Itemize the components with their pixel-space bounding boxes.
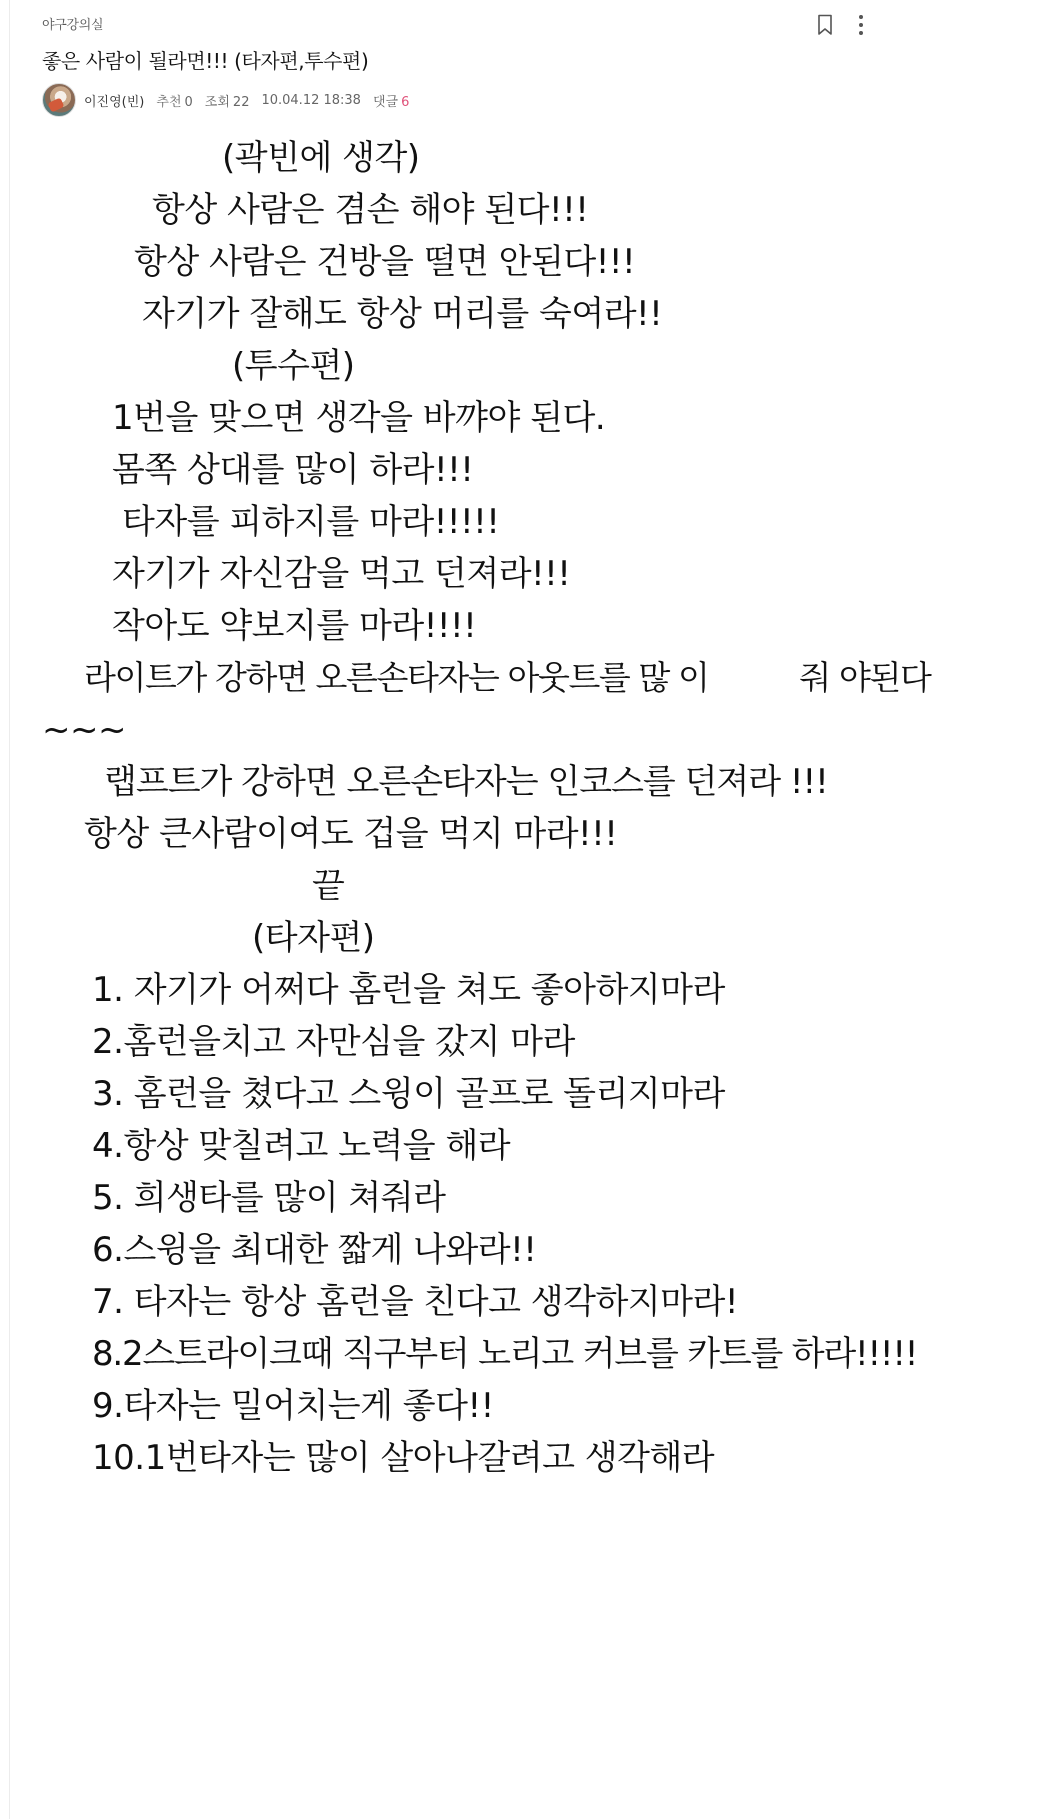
views-count: 22 — [232, 94, 250, 110]
body-line: 4.항상 맞칠려고 노력을 해라 — [92, 1126, 511, 1166]
body-line: 타자를 피하지를 마라!!!!! — [122, 502, 500, 542]
body-line: 5. 희생타를 많이 쳐줘라 — [92, 1178, 446, 1218]
body-line: 6.스윙을 최대한 짧게 나와라!! — [92, 1230, 537, 1270]
body-line: 몸쪽 상대를 많이 하라!!! — [112, 450, 474, 490]
post-title: 좋은 사람이 될라면!!! (타자편,투수편) — [42, 49, 369, 73]
body-line: 항상 큰사람이여도 겁을 먹지 마라!!! — [84, 814, 618, 854]
body-line: 랩프트가 강하면 오른손타자는 인코스를 던져라 !!! — [104, 762, 828, 802]
recommend-info — [156, 91, 192, 110]
views-info — [205, 91, 250, 110]
comments-info[interactable] — [373, 91, 409, 110]
avatar[interactable] — [42, 83, 76, 117]
more-vertical-icon[interactable] — [846, 10, 876, 40]
recommend-count: 0 — [184, 94, 193, 110]
body-line: 자기가 자신감을 먹고 던져라!!! — [112, 554, 571, 594]
body-line: 10.1번타자는 많이 살아나갈려고 생각해라 — [92, 1438, 715, 1478]
comments-count: 6 — [401, 94, 410, 110]
body-line: 항상 사람은 건방을 떨면 안된다!!! — [134, 242, 636, 282]
body-line: 라이트가 강하면 오른손타자는 아웃트를 많 이 줘 야된다 — [84, 658, 931, 697]
body-line: 끝 — [312, 866, 345, 906]
views-label: 조회 — [204, 94, 230, 110]
body-line: 2.홈런을치고 자만심을 갔지 마라 — [92, 1022, 575, 1062]
post-meta — [42, 82, 421, 118]
body-line: 작아도 약보지를 마라!!!! — [112, 606, 477, 646]
body-line: 7. 타자는 항상 홈런을 친다고 생각하지마라! — [92, 1282, 738, 1322]
post-date: 10.04.12 18:38 — [261, 92, 361, 108]
bookmark-icon[interactable] — [810, 10, 840, 40]
comments-label: 댓글 — [372, 94, 399, 110]
header-actions — [810, 10, 1046, 40]
body-line: 9.타자는 밀어치는게 좋다!! — [92, 1386, 494, 1426]
author-name[interactable]: 이진영(빈) — [84, 94, 145, 110]
body-line: (투수편) — [232, 346, 355, 386]
board-name[interactable]: 야구강의실 — [42, 18, 104, 33]
body-line: (곽빈에 생각) — [222, 138, 420, 178]
body-line: 8.2스트라이크때 직구부터 노리고 커브를 카트를 하라!!!!! — [92, 1334, 918, 1374]
body-line: 항상 사람은 겸손 해야 된다!!! — [152, 190, 589, 230]
body-line: 자기가 잘해도 항상 머리를 숙여라!! — [142, 294, 663, 334]
recommend-label: 추천 — [156, 94, 182, 110]
body-line: 1번을 맞으면 생각을 바꺄야 된다. — [112, 398, 606, 438]
body-line: 3. 홈런을 쳤다고 스윙이 골프로 돌리지마라 — [92, 1074, 725, 1114]
body-line: 1. 자기가 어쩌다 홈런을 쳐도 좋아하지마라 — [92, 970, 725, 1010]
post-header — [42, 0, 1046, 120]
body-line: ~~~ — [42, 710, 126, 750]
body-line: (타자편) — [252, 918, 375, 958]
